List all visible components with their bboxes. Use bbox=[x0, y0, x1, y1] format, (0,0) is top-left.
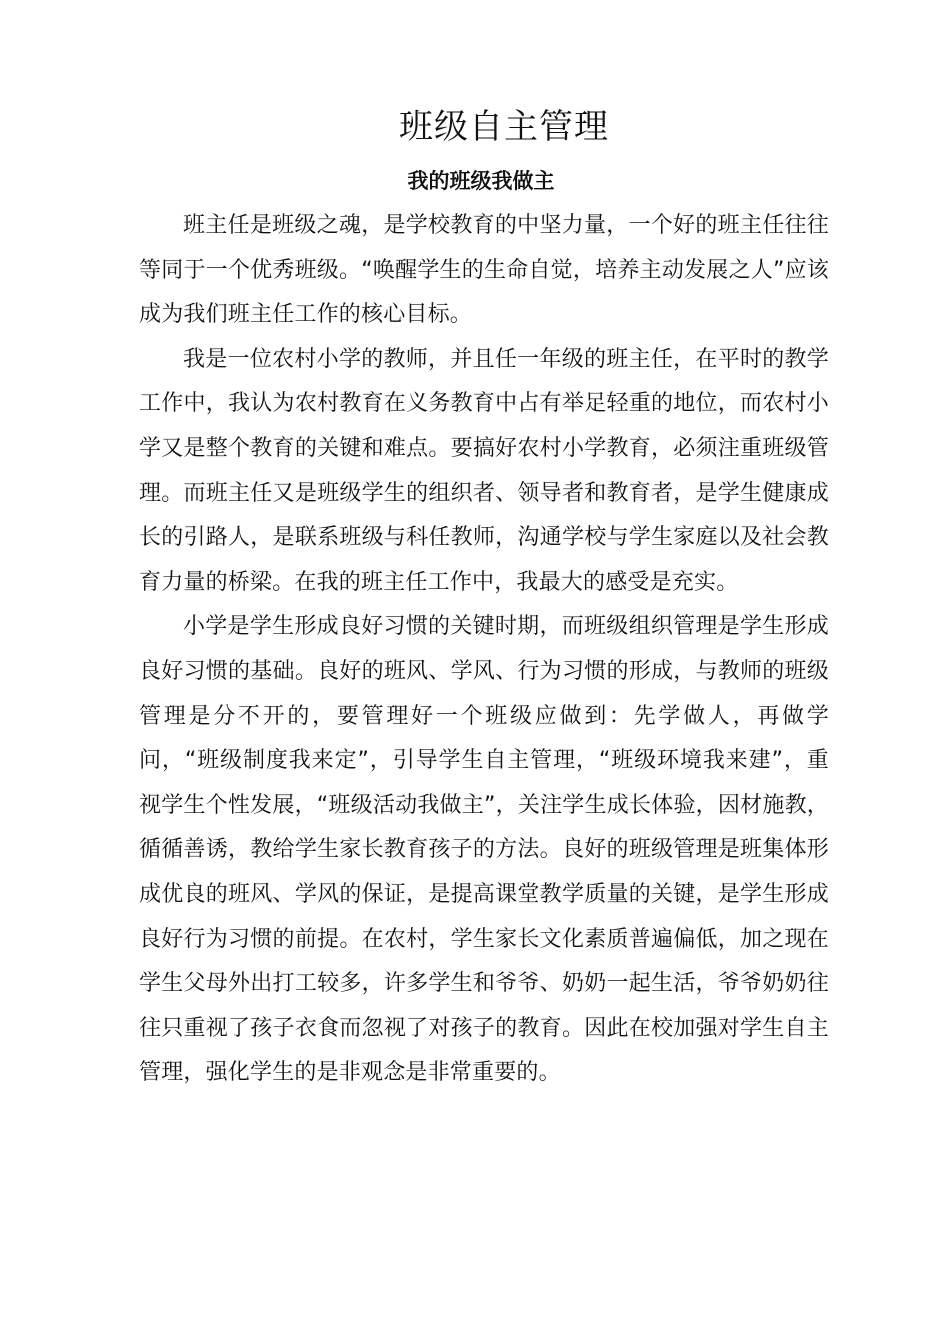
paragraph: 我是一位农村小学的教师，并且任一年级的班主任，在平时的教学工作中，我认为农村教育在义务教育中占有举足轻重的地位，而农村小学又是整个教育的关键和难点。要搞好农村小学教育，必须注重班级管理。而班主任又是班级学生的组织者、领导者和教育者，是学生健康成长的引路人，是联系班级与科任教师，沟通学校与学生家庭以及社会教育力量的桥梁。在我的班主任工作中，我最大的感受是充实。 bbox=[139, 346, 829, 595]
document-body bbox=[139, 204, 829, 1096]
paragraph: 小学是学生形成良好习惯的关键时期，而班级组织管理是学生形成良好习惯的基础。良好的班风、学风、行为习惯的形成，与教师的班级管理是分不开的，要管理好一个班级应做到：先学做人，再做学问，“班级制度我来定”，引导学生自主管理，“班级环境我来建”，重视学生个性发展，“班级活动我做主”，关注学生成长体验，因材施教，循循善诱，教给学生家长教育孩子的方法。良好的班级管理是班集体形成优良的班风、学风的保证，是提高课堂教学质量的关键，是学生形成良好行为习惯的前提。在农村，学生家长文化素质普遍偏低，加之现在学生父母外出打工较多，许多学生和爷爷、奶奶一起生活，爷爷奶奶往往只重视了孩子衣食而忽视了对孩子的教育。因此在校加强对学生自主管理，强化学生的是非观念是非常重要的。 bbox=[139, 614, 829, 1086]
document-subtitle: 我的班级我做主 bbox=[407, 169, 555, 193]
paragraph: 班主任是班级之魂，是学校教育的中坚力量，一个好的班主任往往等同于一个优秀班级。“唤醒学生的生命自觉，培养主动发展之人”应该成为我们班主任工作的核心目标。 bbox=[139, 213, 829, 328]
document-title: 班级自主管理 bbox=[399, 107, 609, 147]
